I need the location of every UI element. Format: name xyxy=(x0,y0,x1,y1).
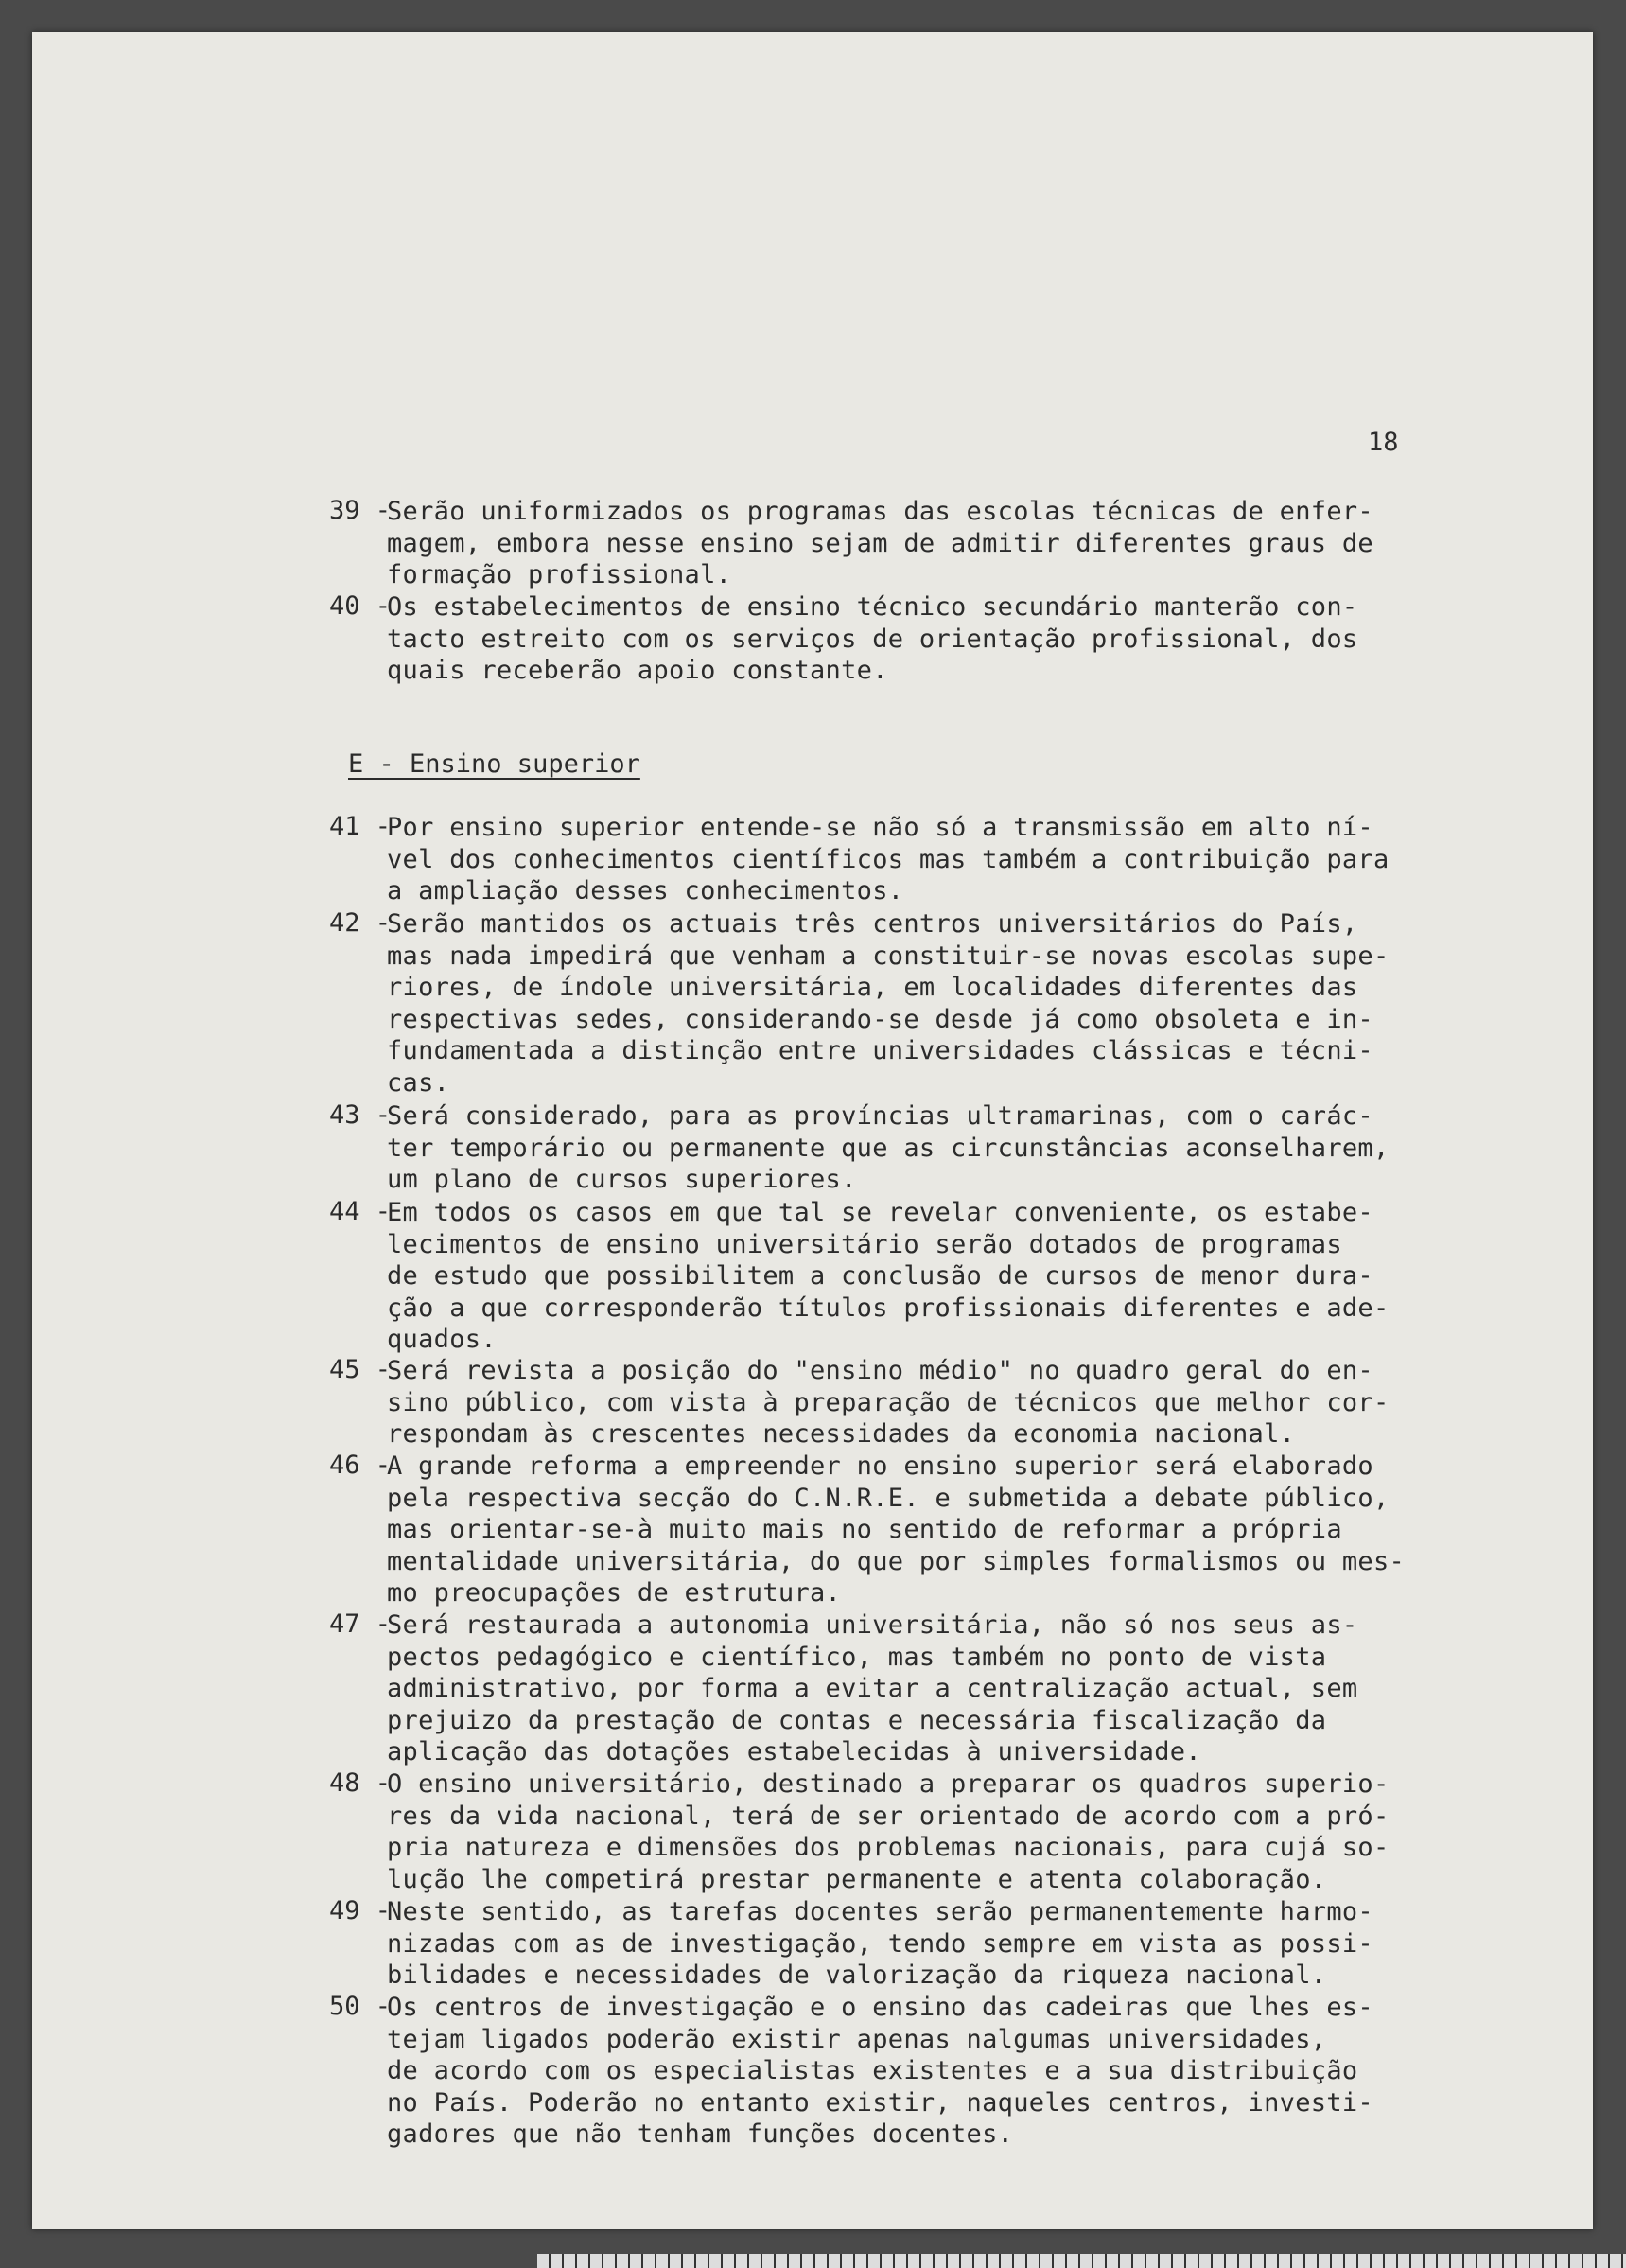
page-number: 18 xyxy=(1368,428,1399,457)
item-number: 46 - xyxy=(329,1450,392,1480)
item-number: 47 - xyxy=(329,1609,392,1639)
item-text-line: quados. xyxy=(387,1325,497,1355)
item-text-line: lecimentos de ensino universitário serão dotados de programas xyxy=(387,1229,1342,1259)
item-text-line: de acordo com os especialistas existentes e a sua distribuição xyxy=(387,2056,1358,2086)
document-page xyxy=(32,32,1593,2229)
item-number: 45 - xyxy=(329,1355,392,1384)
item-text-line: Em todos os casos em que tal se revelar conveniente, os estabe- xyxy=(387,1198,1373,1227)
item-text-line: tejam ligados poderão existir apenas nalgumas universidades, xyxy=(387,2024,1327,2054)
item-text-line: Neste sentido, as tarefas docentes serão permanentemente harmo- xyxy=(387,1897,1373,1926)
item-text-line: Por ensino superior entende-se não só a transmissão em alto ní- xyxy=(387,813,1373,842)
item-text-line: Será restaurada a autonomia universitária, não só nos seus as- xyxy=(387,1610,1358,1640)
item-text-line: fundamentada a distinção entre universidades clássicas e técni- xyxy=(387,1036,1373,1066)
item-number: 43 - xyxy=(329,1100,392,1130)
item-text-line: gadores que não tenham funções docentes. xyxy=(387,2119,1014,2150)
item-text-line: prejuizo da prestação de contas e necessária fiscalização da xyxy=(387,1705,1327,1735)
item-text-line: mas nada impedirá que venham a constituir-se novas escolas supe- xyxy=(387,941,1390,971)
item-text-line: formação profissional. xyxy=(387,560,732,590)
item-text-line: Serão uniformizados os programas das escolas técnicas de enfer- xyxy=(387,497,1373,526)
item-text-line: ção a que corresponderão títulos profissionais diferentes e ade- xyxy=(387,1292,1390,1323)
item-text-line: lução lhe competirá prestar permanente e atenta colaboração. xyxy=(387,1864,1327,1894)
item-text-line: tacto estreito com os serviços de orientação profissional, dos xyxy=(387,624,1358,654)
item-text-line: mo preocupações de estrutura. xyxy=(387,1578,842,1609)
item-text-line: sino público, com vista à preparação de técnicos que melhor cor- xyxy=(387,1387,1390,1417)
item-text-line: pectos pedagógico e científico, mas também no ponto de vista xyxy=(387,1642,1327,1672)
item-text-line: A grande reforma a empreender no ensino superior será elaborado xyxy=(387,1451,1373,1481)
item-text-line: respectivas sedes, considerando-se desde já como obsoleta e in- xyxy=(387,1004,1373,1034)
item-text-line: Será revista a posição do "ensino médio" no quadro geral do en- xyxy=(387,1356,1373,1385)
item-text-line: mentalidade universitária, do que por simples formalismos ou mes- xyxy=(387,1546,1406,1576)
item-text-line: bilidades e necessidades de valorização da riqueza nacional. xyxy=(387,1960,1327,1991)
item-number: 49 - xyxy=(329,1896,392,1925)
item-text-line: respondam às crescentes necessidades da economia nacional. xyxy=(387,1419,1296,1450)
item-number: 44 - xyxy=(329,1197,392,1226)
item-text-line: cas. xyxy=(387,1068,450,1098)
item-text-line: riores, de índole universitária, em localidades diferentes das xyxy=(387,973,1358,1003)
item-number: 42 - xyxy=(329,908,392,938)
item-text-line: nizadas com as de investigação, tendo sempre em vista as possi- xyxy=(387,1928,1373,1959)
item-text-line: administrativo, por forma a evitar a centralização actual, sem xyxy=(387,1674,1358,1704)
item-text-line: magem, embora nesse ensino sejam de admitir diferentes graus de xyxy=(387,528,1373,558)
item-text-line: vel dos conhecimentos científicos mas também a contribuição para xyxy=(387,844,1390,874)
item-text-line: Os centros de investigação e o ensino das cadeiras que lhes es- xyxy=(387,1993,1373,2022)
item-text-line: um plano de cursos superiores. xyxy=(387,1165,857,1195)
item-text-line: aplicação das dotações estabelecidas à universidade. xyxy=(387,1737,1201,1767)
item-text-line: pela respectiva secção do C.N.R.E. e submetida a debate público, xyxy=(387,1483,1390,1513)
item-text-line: a ampliação desses conhecimentos. xyxy=(387,876,904,906)
item-text-line: mas orientar-se-à muito mais no sentido de reformar a própria xyxy=(387,1515,1342,1545)
item-text-line: quais receberão apoio constante. xyxy=(387,656,888,686)
item-number: 41 - xyxy=(329,812,392,841)
item-text-line: Os estabelecimentos de ensino técnico secundário manterão con- xyxy=(387,592,1358,622)
item-text-line: Serão mantidos os actuais três centros universitários do País, xyxy=(387,909,1358,939)
scale-ruler xyxy=(537,2254,1626,2268)
item-number: 48 - xyxy=(329,1768,392,1798)
item-number: 40 - xyxy=(329,591,392,621)
item-number: 50 - xyxy=(329,1992,392,2021)
item-text-line: de estudo que possibilitem a conclusão de cursos de menor dura- xyxy=(387,1261,1373,1292)
item-text-line: Será considerado, para as províncias ultramarinas, com o carác- xyxy=(387,1101,1373,1131)
item-number: 39 - xyxy=(329,496,392,525)
section-heading: E - Ensino superior xyxy=(348,749,640,779)
item-text-line: ter temporário ou permanente que as circunstâncias aconselharem, xyxy=(387,1133,1390,1163)
item-text-line: pria natureza e dimensões dos problemas nacionais, para cujá so- xyxy=(387,1833,1390,1863)
item-text-line: res da vida nacional, terá de ser orientado de acordo com a pró- xyxy=(387,1801,1390,1831)
item-text-line: no País. Poderão no entanto existir, naqueles centros, investi- xyxy=(387,2087,1373,2118)
item-text-line: O ensino universitário, destinado a preparar os quadros superio- xyxy=(387,1769,1390,1799)
